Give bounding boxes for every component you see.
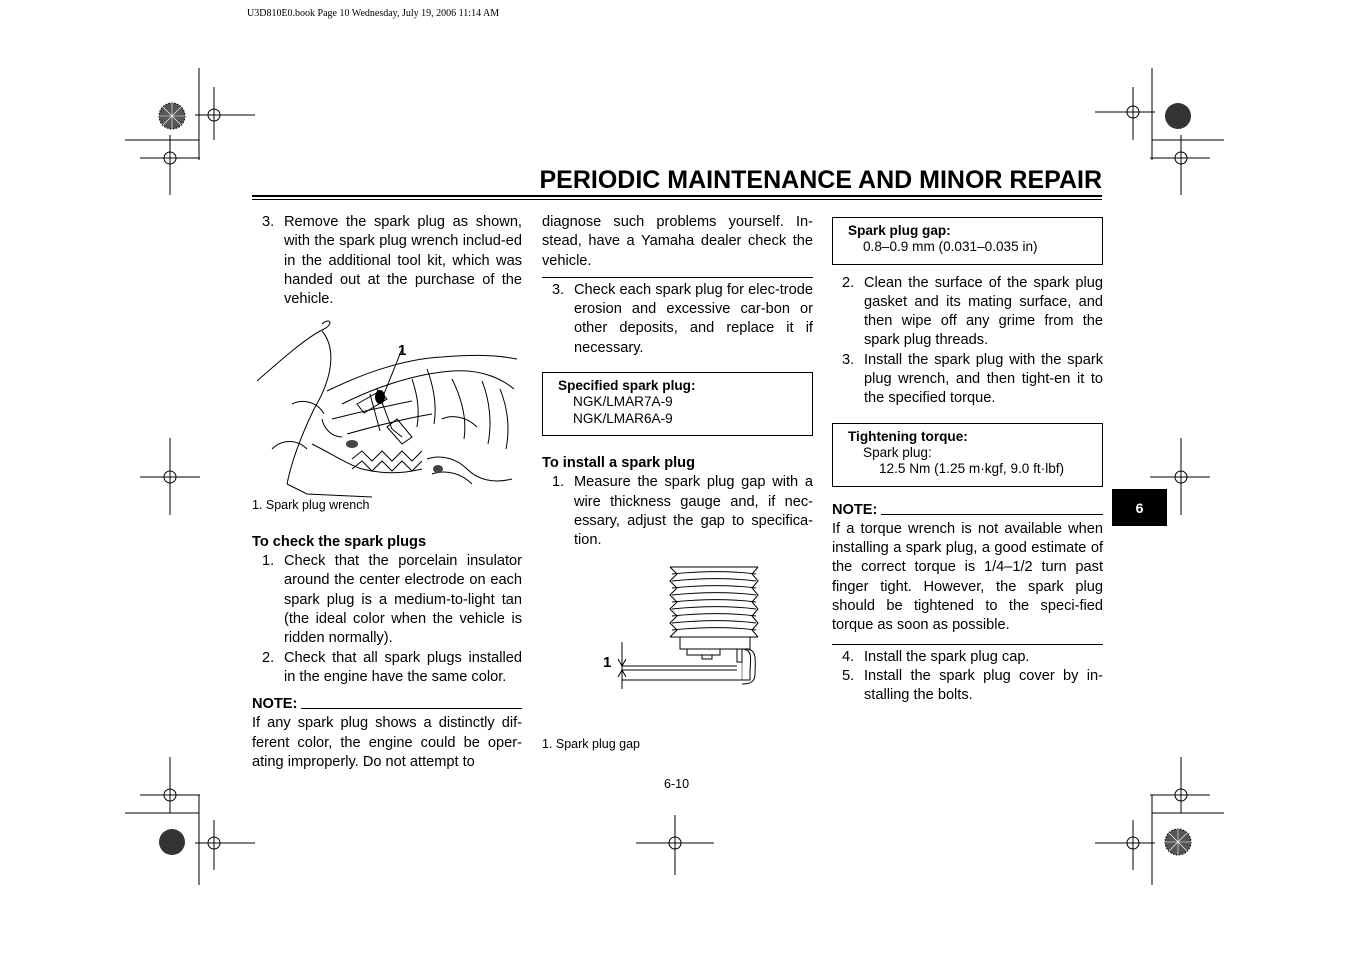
spark-plug-wrench-figure <box>252 319 522 499</box>
spec-title: Specified spark plug: <box>558 378 696 394</box>
column-1 <box>252 213 522 772</box>
column-3 <box>832 213 1103 706</box>
gap-illustration <box>542 562 813 732</box>
list-text: Remove the spark plug as shown, with the spark plug wrench includ-ed in the additional tool kit, which was handed out at the purchase of the vehicle. <box>284 214 522 308</box>
note-label: NOTE: <box>252 696 298 713</box>
list-text: Clean the surface of the spark plug gasket and its mating surface, and then wipe off any grime from the spark plug threads. <box>864 274 1103 349</box>
spec-value: 0.8–0.9 mm (0.031–0.035 in) <box>863 239 1038 255</box>
list-item <box>832 648 1103 667</box>
list-item <box>832 667 1103 706</box>
list-number: 1. <box>552 474 565 491</box>
list-text: Check that the porcelain insulator around the center electrode on each spark plug is a medium-to-light tan (the ideal color when the vehicle is ridden normally). <box>284 553 522 647</box>
list-text: Install the spark plug with the spark plug wrench, and then tight-en it to the specified torque. <box>864 351 1103 407</box>
column-2 <box>542 213 813 755</box>
list-item <box>832 274 1103 351</box>
spec-value: 12.5 Nm (1.25 m·kgf, 9.0 ft·lbf) <box>879 461 1065 477</box>
list-text: Install the spark plug cover by in-stalling the bolts. <box>864 667 1103 704</box>
list-number: 4. <box>842 648 855 665</box>
list-number: 2. <box>262 649 275 666</box>
tightening-torque-box <box>832 423 1103 487</box>
note-label: NOTE: <box>832 501 878 518</box>
spec-title: Spark plug gap: <box>848 223 951 238</box>
spec-value: NGK/LMAR6A-9 <box>573 410 673 426</box>
title-rule-thin <box>252 199 1102 200</box>
list-item <box>542 473 813 550</box>
page-number: 6-10 <box>664 777 690 791</box>
list-text: Measure the spark plug gap with a wire thickness gauge and, if nec-essary, adjust the gap to specifica-tion. <box>574 474 813 549</box>
spec-value: NGK/LMAR7A-9 <box>573 394 673 410</box>
list-item <box>542 281 813 358</box>
list-item <box>252 213 522 309</box>
list-item <box>832 351 1103 409</box>
wrench-illustration <box>252 319 522 499</box>
figure-callout: 1 <box>398 342 407 360</box>
page-title: PERIODIC MAINTENANCE AND MINOR REPAIR <box>539 166 1102 194</box>
continued-text: diagnose such problems yourself. In-stead, have a Yamaha dealer check the vehicle. <box>542 214 813 269</box>
note-text: If any spark plug shows a distinctly dif-ferent color, the engine could be oper-ating improperly. Do not attempt to <box>252 715 522 771</box>
list-number: 3. <box>842 351 855 368</box>
list-text: Install the spark plug cap. <box>864 648 1030 665</box>
list-number: 1. <box>262 553 275 570</box>
spark-plug-gap-box <box>832 217 1103 265</box>
list-item <box>252 552 522 648</box>
figure-callout: 1 <box>603 654 612 672</box>
list-item <box>252 649 522 688</box>
list-number: 2. <box>842 274 855 291</box>
chapter-tab: 6 <box>1112 489 1167 526</box>
print-header: U3D810E0.book Page 10 Wednesday, July 19, 2006 11:14 AM <box>247 8 500 19</box>
section-heading: To check the spark plugs <box>252 533 427 550</box>
list-number: 3. <box>262 214 275 230</box>
figure-caption: 1. Spark plug wrench <box>252 498 370 513</box>
title-rule <box>252 195 1102 197</box>
spec-title: Tightening torque: <box>848 428 968 444</box>
figure-caption: 1. Spark plug gap <box>542 737 640 752</box>
note-end-rule <box>832 644 1103 645</box>
list-text: Check each spark plug for elec-trode erosion and excessive car-bon or other deposits, and replace it if necessary. <box>574 281 813 356</box>
note-header <box>252 695 522 714</box>
list-number: 3. <box>552 281 565 298</box>
list-text: Check that all spark plugs installed in the engine have the same color. <box>284 649 522 685</box>
note-text: If a torque wrench is not available when installing a spark plug, a good estimate of the correct torque is 1/4–1/2 turn past finger tight. However, the spark plug should be tightened to the speci-fied torque as soon as possible. <box>832 520 1103 634</box>
specified-spark-plug-box <box>542 372 813 436</box>
note-end-rule <box>542 277 813 278</box>
note-header <box>832 501 1103 520</box>
section-heading: To install a spark plug <box>542 454 695 471</box>
list-number: 5. <box>842 667 855 684</box>
spark-plug-gap-figure <box>542 562 813 732</box>
spec-item: Spark plug: <box>863 444 932 460</box>
